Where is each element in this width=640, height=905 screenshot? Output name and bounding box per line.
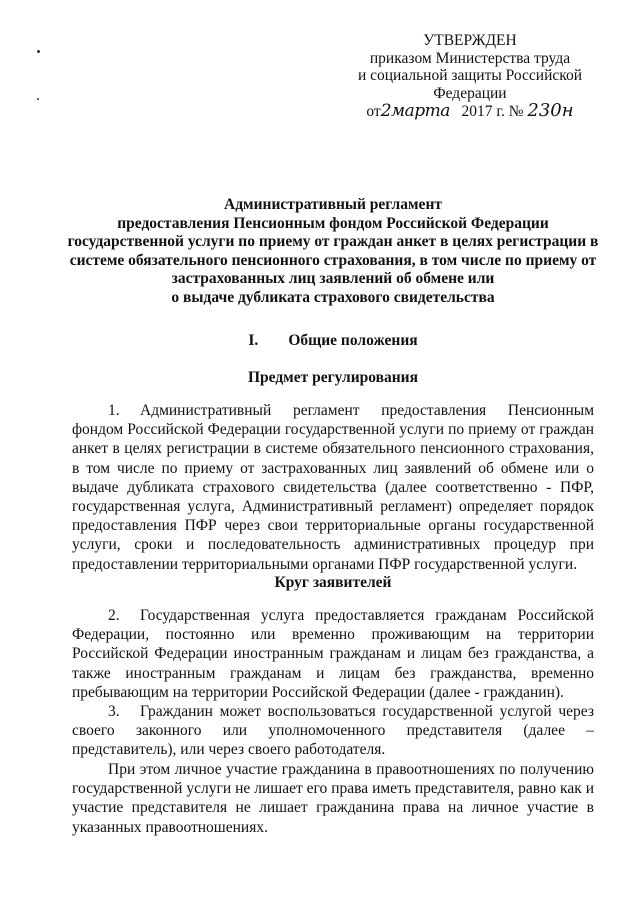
paragraph-number: 3. [108,703,120,720]
paragraph-1 [72,401,594,574]
title-line: системе обязательного пенсионного страхования, в том числе по приему от [69,251,597,269]
paragraph-4: При этом личное участие гражданина в правоотношениях по получению государственной услуги не лишает его права иметь представителя, равно как и участие представителя не лишает гражданина права на личное участие в указанных правоотношениях. [72,761,594,836]
handwritten-order-number: 230н [527,100,574,121]
title-line: застрахованных лиц заявлений об обмене или [171,270,495,287]
title-line: Административный регламент [224,196,442,213]
date-prefix: от [366,103,381,120]
approval-stamp-block [350,32,590,121]
section-heading [40,332,626,350]
paragraph-text: Гражданин может воспользоваться государственной услугой через своего законного или уполномоченного представителя (далее – представитель), или через своего работодателя. [72,703,594,759]
approval-federation-line: Федерации [433,84,507,102]
title-line: государственной услуги по приему от граждан анкет в целях регистрации в [67,233,599,250]
paragraph-number: 2. [108,607,120,624]
approval-heading: УТВЕРЖДЕН [423,32,517,49]
scan-speck [37,50,40,53]
paragraph-number: 1. [108,402,120,419]
handwritten-date: 2марта [380,101,450,121]
title-line: о выдаче дубликата страхового свидетельства [171,288,495,306]
subheading-subject: Предмет регулирования [247,369,418,386]
section-number: I. [248,332,259,349]
approval-date-line [350,102,590,121]
paragraph-text: Государственная услуга предоставляется гражданам Российской Федерации, постоянно или временно проживающим на территории Российской Федерации иностранным гражданам и лицам без гражданства, а также иностранным гражданам и лицам без гражданства, временно пребывающим на территории Российской Федерации (далее - гражданин). [72,607,594,701]
title-line: предоставления Пенсионным фондом Российской Федерации [117,214,549,232]
approval-ministry-line: и социальной защиты Российской [357,67,583,84]
approval-order-line: приказом Министерства труда [369,49,571,67]
year-text: 2017 г. № [461,103,524,120]
paragraph-text: Административный регламент предоставления Пенсионным фондом Российской Федерации государственной услуги по приему от граждан анкет в целях регистрации в системе обязательного пенсионного страхования, в том числе по приему от застрахованных лиц заявлений об обмене или о выдаче дубликата страхового свидетельства (далее соответственно - ПФР, государственная услуга, Административный регламент) определяет порядок предоставления ПФР через свои территориальные органы государственной услуги, сроки и последовательность административных процедур при предоставлении территориальными органами ПФР государственной услуги. [72,402,594,573]
document-title [40,196,626,307]
subheading-applicants: Круг заявителей [274,574,392,591]
scan-speck [37,98,39,100]
paragraph-2 [72,606,594,702]
section-title: Общие положения [288,332,418,349]
paragraph-3 [72,702,594,760]
